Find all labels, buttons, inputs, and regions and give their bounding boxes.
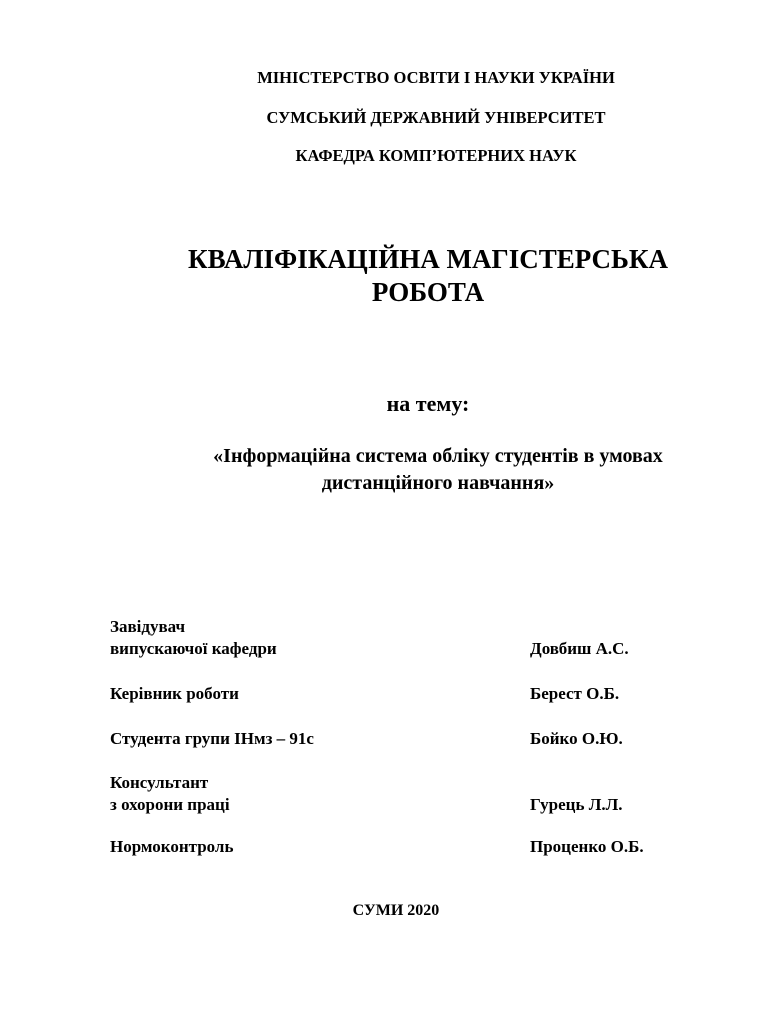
signature-name-consultant: Гурець Л.Л. [530,795,623,814]
topic-label: на тему: [386,391,470,416]
topic-line-1: «Інформаційна система обліку студентів в умовах [213,445,663,467]
signature-label-consultant-line-2: з охорони праці [110,795,230,814]
signature-label-student: Студента групи ІНмз – 91с [110,729,314,748]
signature-label-head-line-2: випускаючої кафедри [110,639,277,658]
thesis-title-line-1: КВАЛІФІКАЦІЙНА МАГІСТЕРСЬКА [188,244,668,274]
department-heading: КАФЕДРА КОМП’ЮТЕРНИХ НАУК [295,146,577,165]
city-year: СУМИ 2020 [352,902,440,919]
university-heading: СУМСЬКИЙ ДЕРЖАВНИЙ УНІВЕРСИТЕТ [266,108,606,127]
ministry-heading: МІНІСТЕРСТВО ОСВІТИ І НАУКИ УКРАЇНИ [257,68,615,87]
signature-label-norm-control: Нормоконтроль [110,837,234,856]
signature-name-student: Бойко О.Ю. [530,729,623,748]
thesis-title-line-2: РОБОТА [371,277,485,307]
signature-name-norm-control: Проценко О.Б. [530,837,644,856]
signature-label-head: Завідувач [110,617,186,636]
signature-label-supervisor: Керівник роботи [110,684,239,703]
signature-name-supervisor: Берест О.Б. [530,684,620,703]
topic-line-2: дистанційного навчання» [321,472,555,494]
signature-label-consultant: Консультант [110,773,209,792]
signature-name-head: Довбиш А.С. [530,639,629,658]
